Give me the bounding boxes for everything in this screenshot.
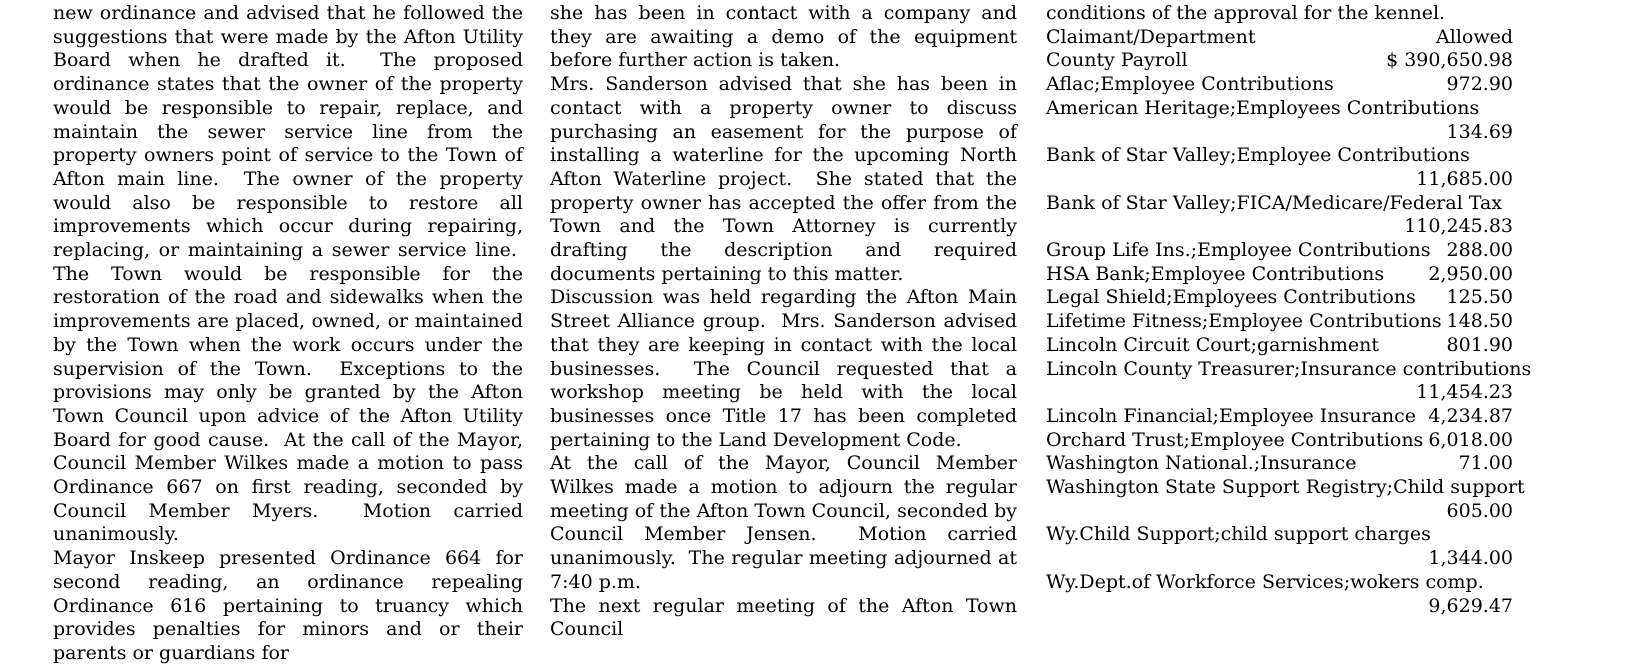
amount-cell: 801.90: [1446, 333, 1513, 356]
paragraph: conditions of the approval for the kennel.: [1046, 2, 1446, 24]
paragraph: she has been in contact with a company and they are awaiting a demo of the equipment before further action is taken.: [550, 2, 1017, 72]
claims-table-header-row: [1046, 26, 1513, 50]
amount-cell: 11,454.23: [1416, 381, 1513, 404]
claimant-cell: American Heritage;Employees Contributions: [1046, 96, 1480, 119]
left-column: [53, 2, 523, 666]
amount-cell: 605.00: [1446, 499, 1513, 522]
right-column: [1046, 2, 1532, 618]
paragraph: Mrs. Sanderson advised that she has been in contact with a property owner to discuss purchasing an easement for the purpose of installing a waterline for the upcoming North Afton Waterline project. She stated that the property owner has accepted the offer from the Town and the Town Attorney is currently drafting the description and required documents pertaining to this matter.: [550, 73, 1017, 285]
table-row: [1046, 476, 1525, 523]
amount-cell: 288.00: [1446, 239, 1513, 262]
table-row: [1046, 523, 1513, 570]
table-row: [1046, 286, 1513, 310]
claimant-cell: Bank of Star Valley;FICA/Medicare/Federal Tax: [1046, 191, 1503, 214]
claimant-cell: Washington State Support Registry;Child support: [1046, 476, 1525, 499]
claimant-cell: Wy.Dept.of Workforce Services;wokers comp.: [1046, 570, 1484, 593]
claimant-cell: Bank of Star Valley;Employee Contributions: [1046, 144, 1470, 167]
table-row: [1046, 239, 1513, 263]
claimant-cell: Lincoln Circuit Court;garnishment: [1046, 333, 1380, 356]
table-row: [1046, 97, 1513, 144]
claimant-column-header: Claimant/Department: [1046, 25, 1256, 48]
amount-cell: 134.69: [1446, 120, 1513, 143]
claimant-cell: Aflac;Employee Contributions: [1046, 73, 1334, 96]
amount-cell: 2,950.00: [1428, 262, 1513, 285]
claimant-cell: Orchard Trust;Employee Contributions: [1046, 428, 1424, 451]
table-row: [1046, 73, 1513, 97]
table-row: [1046, 334, 1513, 358]
table-row: [1046, 429, 1513, 453]
claimant-cell: Lincoln County Treasurer;Insurance contributions: [1046, 357, 1532, 380]
amount-cell: $ 390,650.98: [1386, 49, 1513, 72]
amount-cell: 4,234.87: [1428, 404, 1513, 427]
table-row: [1046, 192, 1513, 239]
amount-cell: 11,685.00: [1416, 167, 1513, 190]
table-row: [1046, 571, 1513, 618]
middle-column: [550, 2, 1017, 642]
claimant-cell: Group Life Ins.;Employee Contributions: [1046, 239, 1431, 262]
amount-cell: 1,344.00: [1428, 547, 1513, 570]
amount-cell: 125.50: [1446, 286, 1513, 309]
table-row: [1046, 405, 1513, 429]
table-row: [1046, 144, 1513, 191]
allowed-column-header: Allowed: [1436, 25, 1513, 48]
table-row: [1046, 310, 1513, 334]
claimant-cell: Lincoln Financial;Employee Insurance: [1046, 404, 1417, 427]
paragraph: Discussion was held regarding the Afton Main Street Alliance group. Mrs. Sanderson advised that they are keeping in contact with the local businesses. The Council requested that a workshop meeting be held with the local businesses once Title 17 has been completed pertaining to the Land Development Code.: [550, 286, 1017, 451]
paragraph: Mayor Inskeep presented Ordinance 664 for second reading, an ordinance repealing Ordinance 616 pertaining to truancy which provides penalties for minors and or their parents or guardians for: [53, 547, 523, 664]
amount-cell: 6,018.00: [1428, 428, 1513, 451]
table-row: [1046, 452, 1513, 476]
table-row: [1046, 357, 1532, 405]
paragraph: At the call of the Mayor, Council Member Wilkes made a motion to adjourn the regular meeting of the Afton Town Council, seconded by Council Member Jensen. Motion carried unanimously. The regular meeting adjourned at 7:40 p.m.: [550, 452, 1017, 593]
claimant-cell: HSA Bank;Employee Contributions: [1046, 262, 1385, 285]
amount-cell: 110,245.83: [1404, 215, 1513, 238]
claimant-cell: Legal Shield;Employees Contributions: [1046, 286, 1416, 309]
amount-cell: 71.00: [1458, 452, 1513, 475]
claimant-cell: Lifetime Fitness;Employee Contributions: [1046, 310, 1442, 333]
table-row: [1046, 49, 1513, 73]
amount-cell: 9,629.47: [1428, 594, 1513, 617]
table-row: [1046, 263, 1513, 287]
claimant-cell: Washington National.;Insurance: [1046, 452, 1357, 475]
paragraph: The next regular meeting of the Afton Town Council: [550, 594, 1017, 641]
claimant-cell: County Payroll: [1046, 49, 1188, 72]
amount-cell: 972.90: [1446, 73, 1513, 96]
claims-table: [1046, 49, 1532, 618]
paragraph: new ordinance and advised that he followed the suggestions that were made by the Afton Utility Board when he drafted it. The proposed ordinance states that the owner of the property would be responsible to repair, replace, and maintain the sewer service line from the property owners point of service to the Town of Afton main line. The owner of the property would also be responsible to restore all improvements which occur during repairing, replacing, or maintaining a sewer service line. The Town would be responsible for the restoration of the road and sidewalks when the improvements are placed, owned, or maintained by the Town when the work occurs under the supervision of the Town. Exceptions to the provisions may only be granted by the Afton Town Council upon advice of the Afton Utility Board for good cause. At the call of the Mayor, Council Member Wilkes made a motion to pass Ordinance 667 on first reading, seconded by Council Member Myers. Motion carried unanimously.: [53, 2, 523, 546]
amount-cell: 148.50: [1446, 310, 1513, 333]
claimant-cell: Wy.Child Support;child support charges: [1046, 523, 1431, 546]
